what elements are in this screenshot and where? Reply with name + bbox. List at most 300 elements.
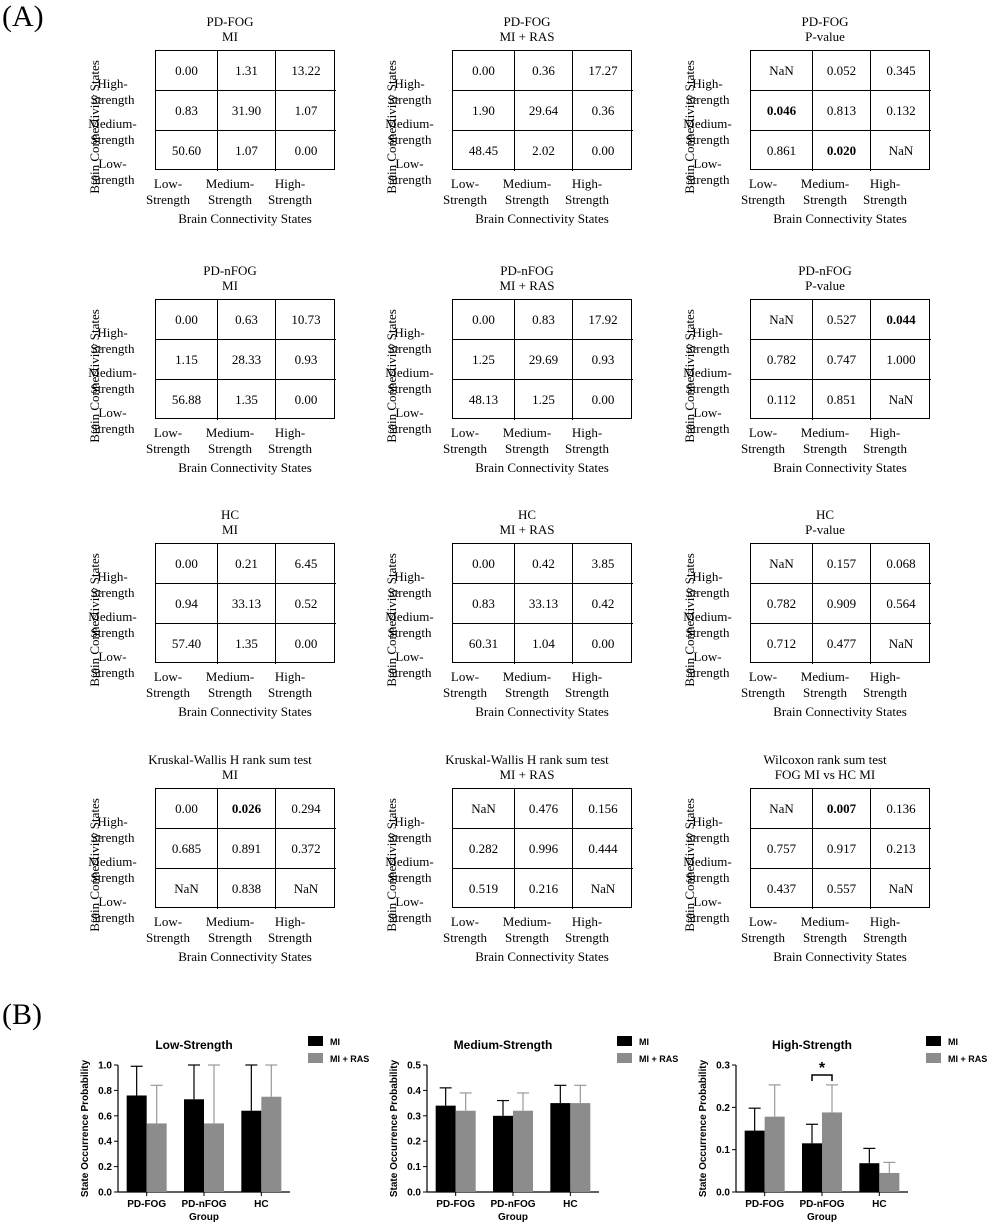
matrix-cell: 57.40 xyxy=(156,624,218,664)
x-axis-label: Group xyxy=(189,1212,219,1223)
x-tick-label: PD-nFOG xyxy=(181,1199,227,1210)
matrix-col-label-line: High- xyxy=(571,176,603,191)
matrix-cell: 0.00 xyxy=(294,143,318,158)
matrix-row-label-line: Medium- xyxy=(88,365,137,380)
matrix-col-label-line: Strength xyxy=(564,685,610,700)
matrix-col-label-line: Strength xyxy=(564,441,610,456)
matrix-cell: NaN xyxy=(888,392,914,407)
matrix-cell: 0.00 xyxy=(294,636,318,651)
matrix-x-axis-label: Brain Connectivity States xyxy=(773,460,907,475)
matrix-col-label-line: Medium- xyxy=(205,669,255,684)
matrix-row-label-line: Strength xyxy=(90,132,135,147)
matrix-col-label-line: Strength xyxy=(504,930,550,945)
matrix-cell: 0.36 xyxy=(515,51,573,91)
matrix-row-label xyxy=(75,814,150,846)
matrix-cell: 0.020 xyxy=(813,131,871,171)
matrix-cell: 1.90 xyxy=(453,91,515,131)
matrix-cell: 0.519 xyxy=(453,869,515,909)
matrix-col-label-line: Low- xyxy=(748,914,778,929)
matrix-cell: 0.63 xyxy=(218,300,276,340)
matrix-col-label xyxy=(850,914,920,946)
bar xyxy=(550,1103,570,1192)
matrix-cell: 0.068 xyxy=(871,544,931,584)
y-tick-label: 0.0 xyxy=(407,1187,421,1199)
matrix-col-label-line: Strength xyxy=(740,192,786,207)
matrix-cell: 0.00 xyxy=(156,51,218,91)
matrix-row-label-line: Low- xyxy=(98,156,127,171)
legend-label: MI + RAS xyxy=(948,1054,988,1064)
matrix-row-label xyxy=(670,116,745,148)
matrix-col-label-line: Low- xyxy=(450,176,480,191)
matrix-title xyxy=(442,752,612,782)
bar xyxy=(456,1111,476,1192)
legend-swatch xyxy=(926,1053,941,1063)
matrix-col-label-line: Strength xyxy=(862,685,908,700)
matrix-title-line: PD-FOG xyxy=(206,14,254,29)
matrix-x-axis-label: Brain Connectivity States xyxy=(773,211,907,226)
matrix-cell: 6.45 xyxy=(276,544,336,584)
matrix-cell: 29.69 xyxy=(515,340,573,380)
matrix-row-label xyxy=(372,365,447,397)
matrix-col-label xyxy=(552,176,622,208)
y-tick-label: 0.5 xyxy=(407,1060,421,1072)
matrix-y-axis-label: Brain Connectivity States xyxy=(384,798,399,932)
matrix-title-line: Kruskal-Wallis H rank sum test xyxy=(445,752,609,767)
matrix-col-label-line: Strength xyxy=(442,192,488,207)
transition-matrix xyxy=(372,263,662,488)
matrix-cell: 0.861 xyxy=(751,131,813,171)
x-tick-label: HC xyxy=(872,1199,887,1210)
matrix-cell: 0.996 xyxy=(515,829,573,869)
matrix-col-label xyxy=(552,425,622,457)
matrix-col-label-line: Strength xyxy=(145,685,191,700)
matrix-col-label-line: Low- xyxy=(748,176,778,191)
matrix-col-label-line: Strength xyxy=(207,930,253,945)
matrix-row-label-line: Strength xyxy=(685,92,730,107)
matrix-grid xyxy=(155,299,335,419)
matrix-cell: 56.88 xyxy=(156,380,218,420)
matrix-col-label-line: Strength xyxy=(504,192,550,207)
matrix-cell: 50.60 xyxy=(156,131,218,171)
matrix-title-line: PD-nFOG xyxy=(500,263,554,278)
matrix-cell: 0.00 xyxy=(591,143,615,158)
chart-title: Low-Strength xyxy=(155,1038,233,1052)
chart-title: Medium-Strength xyxy=(453,1038,553,1052)
matrix-row-label-line: Strength xyxy=(387,172,432,187)
matrix-row-label xyxy=(372,116,447,148)
matrix-row-label-line: Low- xyxy=(98,405,127,420)
matrix-title-line: MI xyxy=(222,29,238,44)
matrix-title xyxy=(740,263,910,293)
y-tick-label: 0.2 xyxy=(98,1162,112,1174)
matrix-cell: 0.00 xyxy=(294,392,318,407)
matrix-cell: 0.052 xyxy=(813,51,871,91)
x-tick-label: HC xyxy=(563,1199,578,1210)
bar xyxy=(436,1106,456,1192)
matrix-cell: 17.27 xyxy=(573,51,633,91)
matrix-cell: 0.282 xyxy=(453,829,515,869)
matrix-x-axis-label: Brain Connectivity States xyxy=(773,704,907,719)
matrix-cell: 0.00 xyxy=(453,544,515,584)
matrix-row-label xyxy=(75,569,150,601)
matrix-cell: 0.527 xyxy=(813,300,871,340)
legend-label: MI xyxy=(330,1037,340,1047)
bar xyxy=(147,1123,167,1192)
matrix-row-label-line: Medium- xyxy=(88,854,137,869)
matrix-y-axis-label: Brain Connectivity States xyxy=(87,309,102,443)
matrix-cell: 0.93 xyxy=(573,340,633,380)
matrix-cell: 0.046 xyxy=(751,91,813,131)
matrix-cell: 1.07 xyxy=(218,131,276,171)
matrix-x-axis-label: Brain Connectivity States xyxy=(178,460,312,475)
bar xyxy=(879,1173,899,1192)
matrix-row-label-line: Medium- xyxy=(385,116,434,131)
matrix-col-label xyxy=(255,176,325,208)
matrix-row-label xyxy=(670,609,745,641)
y-tick-label: 0.2 xyxy=(716,1102,730,1114)
matrix-cell: NaN xyxy=(888,636,914,651)
panel-b-label: (B) xyxy=(2,998,42,1031)
matrix-row-label-line: Strength xyxy=(90,381,135,396)
matrix-title xyxy=(740,14,910,44)
matrix-col-label-line: Medium- xyxy=(502,425,552,440)
matrix-row-label-line: Strength xyxy=(90,625,135,640)
matrix-row-label-line: High- xyxy=(394,76,425,91)
bar xyxy=(204,1123,224,1192)
matrix-cell: 29.64 xyxy=(515,91,573,131)
matrix-cell: 0.216 xyxy=(515,869,573,909)
matrix-title-line: PD-nFOG xyxy=(203,263,257,278)
matrix-cell: 1.35 xyxy=(218,380,276,420)
legend-label: MI + RAS xyxy=(330,1054,370,1064)
matrix-col-label-line: Strength xyxy=(442,441,488,456)
bar xyxy=(765,1117,785,1192)
matrix-row-label xyxy=(670,569,745,601)
matrix-title xyxy=(145,507,315,537)
matrix-cell: 10.73 xyxy=(276,300,336,340)
matrix-title-line: MI + RAS xyxy=(499,29,555,44)
matrix-row-label-line: Strength xyxy=(387,665,432,680)
matrix-row-label-line: Strength xyxy=(90,92,135,107)
matrix-title-line: FOG MI vs HC MI xyxy=(774,767,876,782)
matrix-x-axis-label: Brain Connectivity States xyxy=(475,949,609,964)
matrix-title xyxy=(442,263,612,293)
matrix-cell: 33.13 xyxy=(218,584,276,624)
transition-matrix xyxy=(75,14,365,239)
matrix-cell: 28.33 xyxy=(218,340,276,380)
matrix-col-label-line: Medium- xyxy=(502,669,552,684)
matrix-cell: 1.07 xyxy=(276,91,336,131)
matrix-row-label xyxy=(372,76,447,108)
chart-title: High-Strength xyxy=(772,1038,852,1052)
matrix-x-axis-label: Brain Connectivity States xyxy=(475,211,609,226)
y-axis-label: State Occurrence Probability xyxy=(698,1059,709,1198)
matrix-col-label-line: Medium- xyxy=(205,914,255,929)
transition-matrix xyxy=(670,752,960,977)
y-tick-label: 0.1 xyxy=(407,1162,421,1174)
matrix-cell: 60.31 xyxy=(453,624,515,664)
bar xyxy=(493,1116,513,1192)
matrix-title-line: Wilcoxon rank sum test xyxy=(763,752,887,767)
matrix-y-axis-label: Brain Connectivity States xyxy=(682,60,697,194)
matrix-cell: NaN xyxy=(751,789,813,829)
matrix-row-label-line: Strength xyxy=(685,830,730,845)
matrix-y-axis-label: Brain Connectivity States xyxy=(384,60,399,194)
y-tick-label: 0.4 xyxy=(407,1085,421,1097)
matrix-row-label-line: Strength xyxy=(90,870,135,885)
matrix-row-label-line: High- xyxy=(692,325,723,340)
matrix-title xyxy=(442,507,612,537)
matrix-col-label xyxy=(728,176,798,208)
matrix-row-label-line: High- xyxy=(97,814,128,829)
matrix-col-label-line: Strength xyxy=(802,930,848,945)
bar-charts xyxy=(0,1000,1000,1231)
matrix-col-label-line: Strength xyxy=(740,930,786,945)
bar xyxy=(802,1143,822,1192)
matrix-col-label-line: Strength xyxy=(267,441,313,456)
matrix-row-label-line: Low- xyxy=(693,894,722,909)
matrix-title-line: MI + RAS xyxy=(499,767,555,782)
matrix-row-label xyxy=(372,569,447,601)
matrix-title xyxy=(145,14,315,44)
matrix-row-label-line: High- xyxy=(692,814,723,829)
matrix-row-label-line: High- xyxy=(394,814,425,829)
matrix-col-label xyxy=(728,669,798,701)
matrix-grid xyxy=(750,299,930,419)
matrix-col-label-line: Strength xyxy=(267,685,313,700)
matrix-cell: 1.25 xyxy=(453,340,515,380)
matrix-col-label xyxy=(728,425,798,457)
matrix-col-label-line: Medium- xyxy=(502,914,552,929)
matrix-col-label xyxy=(133,914,203,946)
matrix-col-label xyxy=(430,914,500,946)
matrix-cell: 0.917 xyxy=(813,829,871,869)
matrix-col-label-line: High- xyxy=(571,669,603,684)
matrix-col-label xyxy=(552,669,622,701)
matrix-title xyxy=(740,752,910,782)
matrix-cell: 0.909 xyxy=(813,584,871,624)
matrix-cell: 1.31 xyxy=(218,51,276,91)
matrix-x-axis-label: Brain Connectivity States xyxy=(178,949,312,964)
matrix-y-axis-label: Brain Connectivity States xyxy=(682,798,697,932)
bar xyxy=(745,1131,765,1192)
matrix-col-label-line: Strength xyxy=(740,441,786,456)
matrix-row-label-line: Low- xyxy=(395,894,424,909)
matrix-col-label xyxy=(133,176,203,208)
matrix-cell: 0.444 xyxy=(573,829,633,869)
x-axis-label: Group xyxy=(498,1212,528,1223)
legend-swatch xyxy=(617,1053,632,1063)
matrix-cell: 0.94 xyxy=(156,584,218,624)
matrix-x-axis-label: Brain Connectivity States xyxy=(773,949,907,964)
matrix-col-label-line: Strength xyxy=(504,685,550,700)
matrix-cell: 0.891 xyxy=(218,829,276,869)
matrix-row-label xyxy=(670,854,745,886)
matrix-row-label xyxy=(670,814,745,846)
matrix-grid xyxy=(750,543,930,663)
matrix-title-line: P-value xyxy=(805,29,845,44)
bar xyxy=(570,1103,590,1192)
matrix-row-label-line: Medium- xyxy=(683,116,732,131)
x-tick-label: PD-FOG xyxy=(436,1199,476,1210)
matrix-row-label-line: Strength xyxy=(387,381,432,396)
matrix-row-label xyxy=(670,76,745,108)
matrix-row-label-line: High- xyxy=(97,325,128,340)
matrix-cell: 0.42 xyxy=(573,584,633,624)
matrix-col-label xyxy=(255,425,325,457)
matrix-row-label-line: Medium- xyxy=(385,609,434,624)
matrix-row-label-line: Strength xyxy=(90,665,135,680)
matrix-col-label-line: Medium- xyxy=(800,669,850,684)
matrix-grid xyxy=(452,299,632,419)
matrix-cell: 17.92 xyxy=(573,300,633,340)
matrix-title xyxy=(145,752,315,782)
matrix-col-label-line: Low- xyxy=(450,669,480,684)
matrix-col-label-line: Low- xyxy=(450,425,480,440)
matrix-cell: 0.112 xyxy=(751,380,813,420)
matrix-cell: 13.22 xyxy=(276,51,336,91)
matrix-cell: 1.25 xyxy=(515,380,573,420)
matrix-row-label-line: Strength xyxy=(685,625,730,640)
matrix-col-label-line: Strength xyxy=(802,192,848,207)
matrix-row-label-line: Strength xyxy=(387,830,432,845)
matrix-col-label xyxy=(430,669,500,701)
matrix-row-label-line: Strength xyxy=(685,132,730,147)
matrix-cell: NaN xyxy=(888,143,914,158)
matrix-cell: 0.00 xyxy=(453,300,515,340)
matrix-cell: 0.00 xyxy=(591,636,615,651)
matrix-grid xyxy=(750,50,930,170)
transition-matrix xyxy=(670,14,960,239)
matrix-cell: 0.813 xyxy=(813,91,871,131)
matrix-cell: 0.782 xyxy=(751,340,813,380)
matrix-row-label xyxy=(372,609,447,641)
y-tick-label: 0.2 xyxy=(407,1136,421,1148)
matrix-row-label-line: Strength xyxy=(685,665,730,680)
matrix-cell: NaN xyxy=(590,881,616,896)
matrix-row-label xyxy=(75,76,150,108)
bar xyxy=(241,1111,261,1192)
matrix-x-axis-label: Brain Connectivity States xyxy=(475,460,609,475)
matrix-row-label xyxy=(75,116,150,148)
matrix-cell: 0.557 xyxy=(813,869,871,909)
matrix-col-label xyxy=(850,669,920,701)
matrix-cell: NaN xyxy=(156,869,218,909)
y-tick-label: 0.3 xyxy=(407,1111,421,1123)
matrix-row-label-line: High- xyxy=(692,76,723,91)
matrix-row-label-line: Strength xyxy=(685,910,730,925)
matrix-row-label-line: Strength xyxy=(387,341,432,356)
matrix-cell: 0.132 xyxy=(871,91,931,131)
matrix-cell: 0.782 xyxy=(751,584,813,624)
matrix-row-label xyxy=(75,854,150,886)
matrix-title-line: MI + RAS xyxy=(499,522,555,537)
x-tick-label: HC xyxy=(254,1199,269,1210)
matrix-cell: 0.564 xyxy=(871,584,931,624)
matrix-grid xyxy=(452,788,632,908)
matrix-col-label-line: Strength xyxy=(504,441,550,456)
matrix-col-label-line: Strength xyxy=(207,192,253,207)
matrix-row-label-line: Strength xyxy=(685,381,730,396)
matrix-cell: 1.000 xyxy=(871,340,931,380)
matrix-cell: 0.747 xyxy=(813,340,871,380)
legend-swatch xyxy=(308,1036,323,1046)
matrix-col-label-line: Strength xyxy=(442,930,488,945)
x-tick-label: PD-nFOG xyxy=(799,1199,845,1210)
matrix-cell: 0.52 xyxy=(276,584,336,624)
matrix-cell: 31.90 xyxy=(218,91,276,131)
matrix-x-axis-label: Brain Connectivity States xyxy=(178,211,312,226)
matrix-title-line: MI xyxy=(222,767,238,782)
matrix-y-axis-label: Brain Connectivity States xyxy=(682,309,697,443)
matrix-cell: 0.21 xyxy=(218,544,276,584)
matrix-row-label-line: Low- xyxy=(395,405,424,420)
y-tick-label: 0.0 xyxy=(716,1187,730,1199)
matrix-cell: 0.00 xyxy=(156,544,218,584)
matrix-cell: 1.04 xyxy=(515,624,573,664)
y-tick-label: 0.3 xyxy=(716,1060,730,1072)
matrix-col-label-line: Strength xyxy=(802,685,848,700)
matrix-x-axis-label: Brain Connectivity States xyxy=(178,704,312,719)
matrix-col-label-line: Strength xyxy=(862,930,908,945)
matrix-col-label-line: Low- xyxy=(153,425,183,440)
matrix-title-line: P-value xyxy=(805,522,845,537)
matrix-cell: 48.13 xyxy=(453,380,515,420)
matrix-col-label-line: Strength xyxy=(862,192,908,207)
matrix-cell: 0.83 xyxy=(156,91,218,131)
legend-swatch xyxy=(926,1036,941,1046)
matrix-cell: 0.93 xyxy=(276,340,336,380)
matrix-cell: 0.00 xyxy=(156,789,218,829)
matrix-row-label-line: Strength xyxy=(685,341,730,356)
matrix-row-label-line: High- xyxy=(97,569,128,584)
matrix-cell: 0.851 xyxy=(813,380,871,420)
matrix-grid xyxy=(452,543,632,663)
matrix-col-label xyxy=(133,425,203,457)
matrix-cell: NaN xyxy=(888,881,914,896)
matrix-row-label-line: Strength xyxy=(387,585,432,600)
y-tick-label: 0.0 xyxy=(98,1187,112,1199)
matrix-col-label-line: Strength xyxy=(267,192,313,207)
matrix-title-line: HC xyxy=(517,507,537,522)
bar xyxy=(822,1112,842,1192)
matrix-title-line: PD-FOG xyxy=(801,14,849,29)
y-axis-label: State Occurrence Probability xyxy=(80,1059,91,1198)
matrix-cell: 0.838 xyxy=(218,869,276,909)
matrix-row-label-line: Low- xyxy=(693,405,722,420)
matrix-col-label-line: High- xyxy=(869,914,901,929)
matrix-cell: 0.026 xyxy=(218,789,276,829)
matrix-cell: NaN xyxy=(751,300,813,340)
matrix-col-label-line: Strength xyxy=(564,930,610,945)
matrix-cell: 0.157 xyxy=(813,544,871,584)
matrix-row-label xyxy=(670,325,745,357)
matrix-grid xyxy=(452,50,632,170)
transition-matrix xyxy=(670,507,960,732)
matrix-row-label-line: Low- xyxy=(395,156,424,171)
matrix-grid xyxy=(155,50,335,170)
matrix-col-label-line: Strength xyxy=(145,192,191,207)
matrix-title-line: PD-nFOG xyxy=(798,263,852,278)
matrix-y-axis-label: Brain Connectivity States xyxy=(87,798,102,932)
matrix-grid xyxy=(155,543,335,663)
matrix-col-label-line: High- xyxy=(571,425,603,440)
matrix-row-label-line: Medium- xyxy=(683,365,732,380)
matrix-row-label-line: Strength xyxy=(90,172,135,187)
matrix-title-line: MI xyxy=(222,522,238,537)
legend-swatch xyxy=(308,1053,323,1063)
legend-label: MI xyxy=(639,1037,649,1047)
